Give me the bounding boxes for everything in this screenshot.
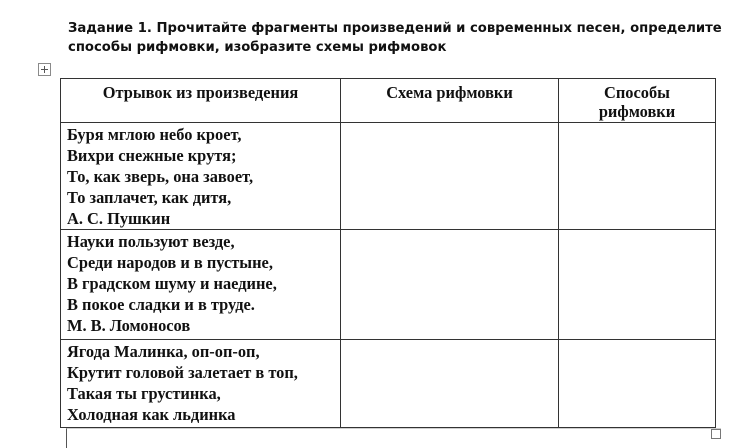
scheme-cell[interactable] — [341, 230, 559, 340]
poem-line: Науки пользуют везде, — [67, 232, 235, 251]
fragment-cell[interactable] — [61, 123, 341, 230]
poem-line: Крутит головой залетает в топ, — [67, 363, 298, 382]
poem-line: То заплачет, как дитя, — [67, 188, 232, 207]
poem-line: Ягода Малинка, оп-оп-оп, — [67, 342, 260, 361]
task-heading — [68, 19, 733, 57]
poem-line: То, как зверь, она завоет, — [67, 167, 254, 186]
fragment-cell[interactable] — [61, 230, 341, 340]
poem-author: А. С. Пушкин — [67, 209, 171, 228]
poem-line: Среди народов и в пустыне, — [67, 253, 273, 272]
handle-bar — [44, 66, 45, 73]
header-methods-line-1: Способы — [604, 83, 670, 102]
fragment-cell[interactable] — [61, 340, 341, 428]
task-heading-line-2: способы рифмовки, изобразите схемы рифмовок — [68, 40, 447, 55]
rhyme-table — [60, 78, 716, 428]
scheme-cell[interactable] — [341, 340, 559, 428]
table-resize-handle-icon[interactable] — [711, 429, 721, 439]
poem-line: В покое сладки и в труде. — [67, 295, 255, 314]
task-heading-line-1: Задание 1. Прочитайте фрагменты произведений и современных песен, определите — [68, 21, 722, 36]
scheme-cell[interactable] — [341, 123, 559, 230]
table-row — [61, 340, 716, 428]
table-header-row — [61, 79, 716, 123]
table-row — [61, 230, 716, 340]
header-methods-line-2: рифмовки — [598, 102, 676, 121]
poem-line: Вихри снежные крутя; — [67, 146, 237, 165]
header-fragment: Отрывок из произведения — [61, 79, 341, 123]
page-edge — [66, 428, 721, 448]
poem-line: Холодная как льдинка — [67, 405, 236, 424]
methods-cell[interactable] — [559, 123, 716, 230]
table-row — [61, 123, 716, 230]
poem-line: В градском шуму и наедине, — [67, 274, 277, 293]
poem-line: Такая ты грустинка, — [67, 384, 221, 403]
header-scheme: Схема рифмовки — [341, 79, 559, 123]
header-methods — [559, 79, 716, 123]
methods-cell[interactable] — [559, 230, 716, 340]
methods-cell[interactable] — [559, 340, 716, 428]
poem-author: М. В. Ломоносов — [67, 316, 191, 335]
poem-line: Буря мглою небо кроет, — [67, 125, 242, 144]
table-move-handle-icon[interactable] — [38, 63, 51, 76]
